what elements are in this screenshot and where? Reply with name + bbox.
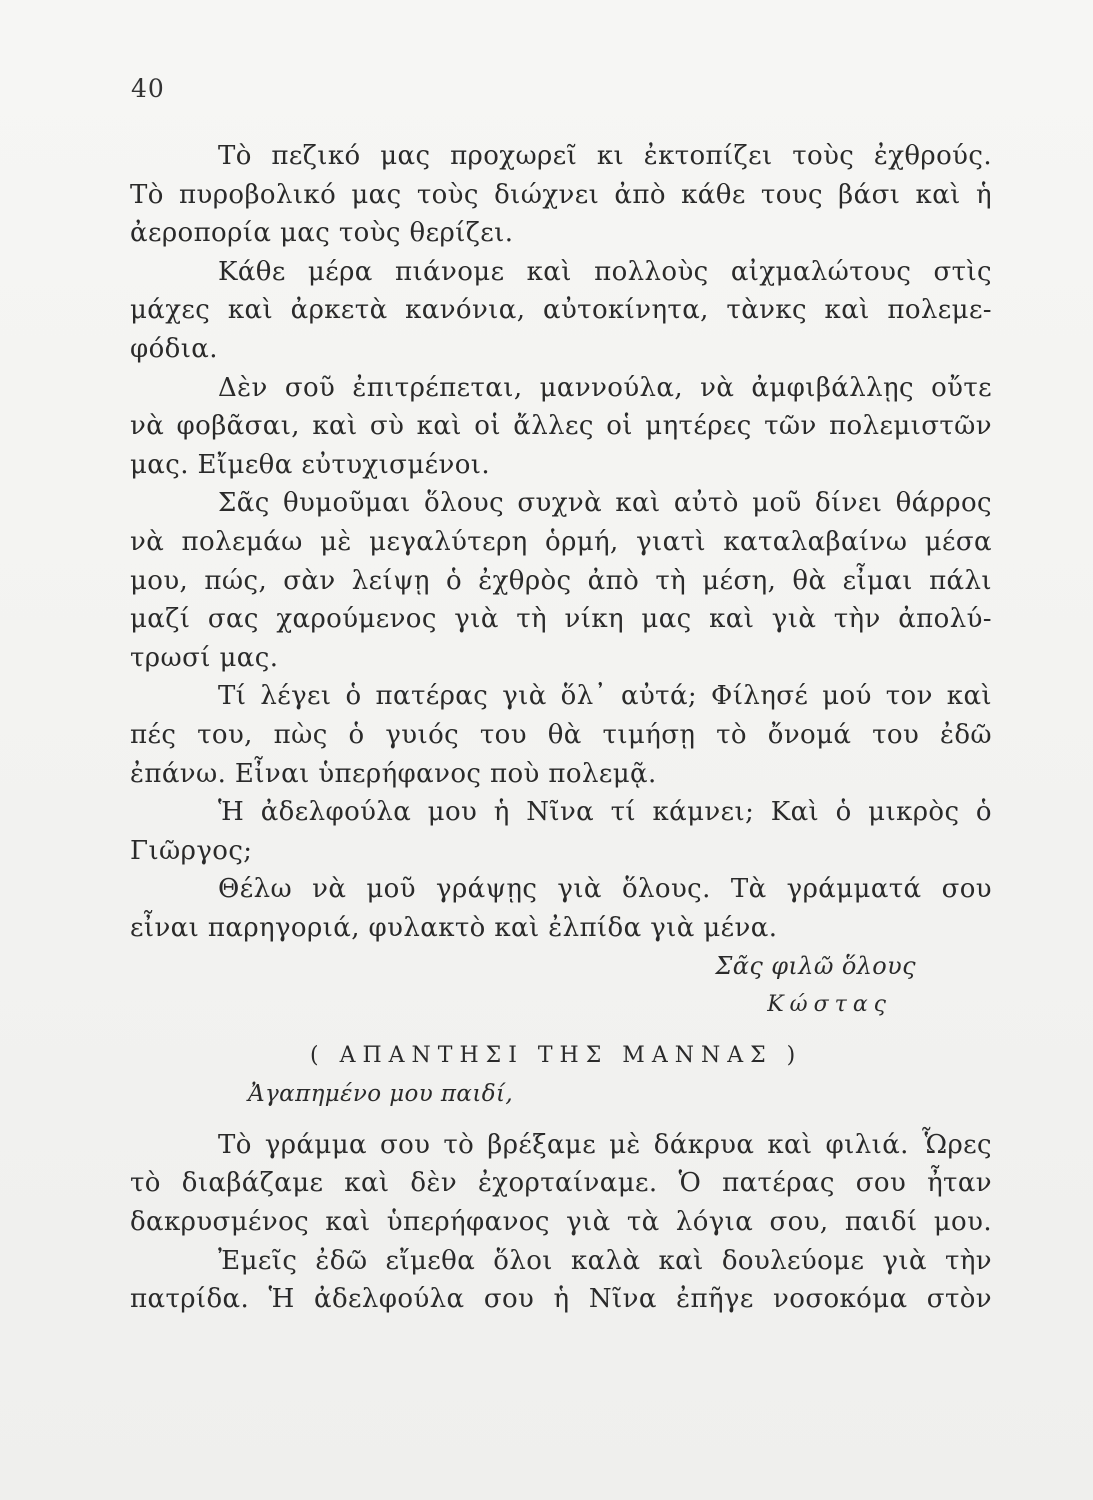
paragraph-line: Δὲν σοῦ ἐπιτρέπεται, μαννούλα, νὰ ἀμφιβάλλῃς οὔτε <box>218 372 992 403</box>
section-gap <box>130 1114 992 1126</box>
letter-signature: Κώστας <box>767 992 892 1018</box>
paragraph-line: Τὸ γράμμα σου τὸ βρέξαμε μὲ δάκρυα καὶ φιλιά. Ὧρες <box>218 1129 992 1160</box>
paragraph-line: Σᾶς θυμοῦμαι ὅλους συχνὰ καὶ αὐτὸ μοῦ δίνει θάρρος <box>218 488 992 519</box>
paragraph-line: Τὸ πεζικό μας προχωρεῖ κι ἐκτοπίζει τοὺς ἐχθρούς. <box>218 141 992 171</box>
paragraph-line: τρωσί μας. <box>130 642 279 673</box>
paragraph-line: πές του, πὼς ὁ γυιός του θὰ τιμήσῃ τὸ ὄνομά του ἐδῶ <box>130 719 992 750</box>
paragraph-line: δακρυσμένος καὶ ὑπερήφανος γιὰ τὰ λόγια σου, παιδί μου. <box>130 1207 992 1238</box>
paragraph-line: Θέλω νὰ μοῦ γράψῃς γιὰ ὅλους. Τὰ γράμματά σου <box>218 874 992 905</box>
paragraph-line: νὰ φοβᾶσαι, καὶ σὺ καὶ οἱ ἄλλες οἱ μητέρες τῶν πολεμιστῶν <box>130 411 992 442</box>
paragraph-line: Τὸ πυροβολικό μας τοὺς διώχνει ἀπὸ κάθε τους βάσι καὶ ἡ <box>130 179 992 210</box>
paragraph-line: Τί λέγει ὁ πατέρας γιὰ ὅλ᾽ αὐτά; Φίλησέ μού τον καὶ <box>218 681 992 712</box>
paragraph-line: φόδια. <box>130 333 218 364</box>
paragraph-line: Ἐμεῖς ἐδῶ εἴμεθα ὅλοι καλὰ καὶ δουλεύομε γιὰ τὴν <box>218 1245 992 1276</box>
paragraph-line: τὸ διαβάζαμε καὶ δὲν ἐχορταίναμε. Ὁ πατέρας σου ἦταν <box>130 1168 992 1199</box>
letter-text <box>130 137 992 1319</box>
paragraph-line: μου, πώς, σὰν λείψῃ ὁ ἐχθρὸς ἀπὸ τὴ μέση, θὰ εἶμαι πάλι <box>130 565 992 596</box>
paragraph-line: πατρίδα. Ἡ ἀδελφούλα σου ἡ Νῖνα ἐπῆγε νοσοκόμα στὸν <box>130 1284 992 1315</box>
paragraph-line: νὰ πολεμάω μὲ μεγαλύτερη ὁρμή, γιατὶ καταλαβαίνω μέσα <box>130 526 992 557</box>
paragraph-line: μας. Εἴμεθα εὐτυχισμένοι. <box>130 449 491 480</box>
reply-heading: ( ΑΠΑΝΤΗΣΙ ΤΗΣ ΜΑΝΝΑΣ ) <box>310 1042 803 1068</box>
letter-closing: Σᾶς φιλῶ ὅλους <box>715 952 916 981</box>
reply-greeting: Ἀγαπημένο μου παιδί, <box>248 1081 514 1108</box>
paragraph-line: Γιῶργος; <box>130 835 253 866</box>
paragraph-line: μαζί σας χαρούμενος γιὰ τὴ νίκη μας καὶ γιὰ τὴν ἀπολύ- <box>130 604 992 635</box>
paragraph-line: ἀεροπορία μας τοὺς θερίζει. <box>130 218 514 249</box>
paragraph-line: ἐπάνω. Εἶναι ὑπερήφανος ποὺ πολεμᾷ. <box>130 758 657 789</box>
paragraph-line: Κάθε μέρα πιάνομε καὶ πολλοὺς αἰχμαλώτους στὶς <box>218 256 992 287</box>
paragraph-line: μάχες καὶ ἀρκετὰ κανόνια, αὐτοκίνητα, τὰνκς καὶ πολεμε- <box>130 295 992 326</box>
page-number: 40 <box>131 74 165 103</box>
section-gap <box>130 1025 992 1037</box>
paragraph-line: εἶναι παρηγοριά, φυλακτὸ καὶ ἐλπίδα γιὰ μένα. <box>130 912 778 943</box>
paragraph-line: Ἡ ἀδελφούλα μου ἡ Νῖνα τί κάμνει; Καὶ ὁ μικρὸς ὁ <box>218 797 992 828</box>
